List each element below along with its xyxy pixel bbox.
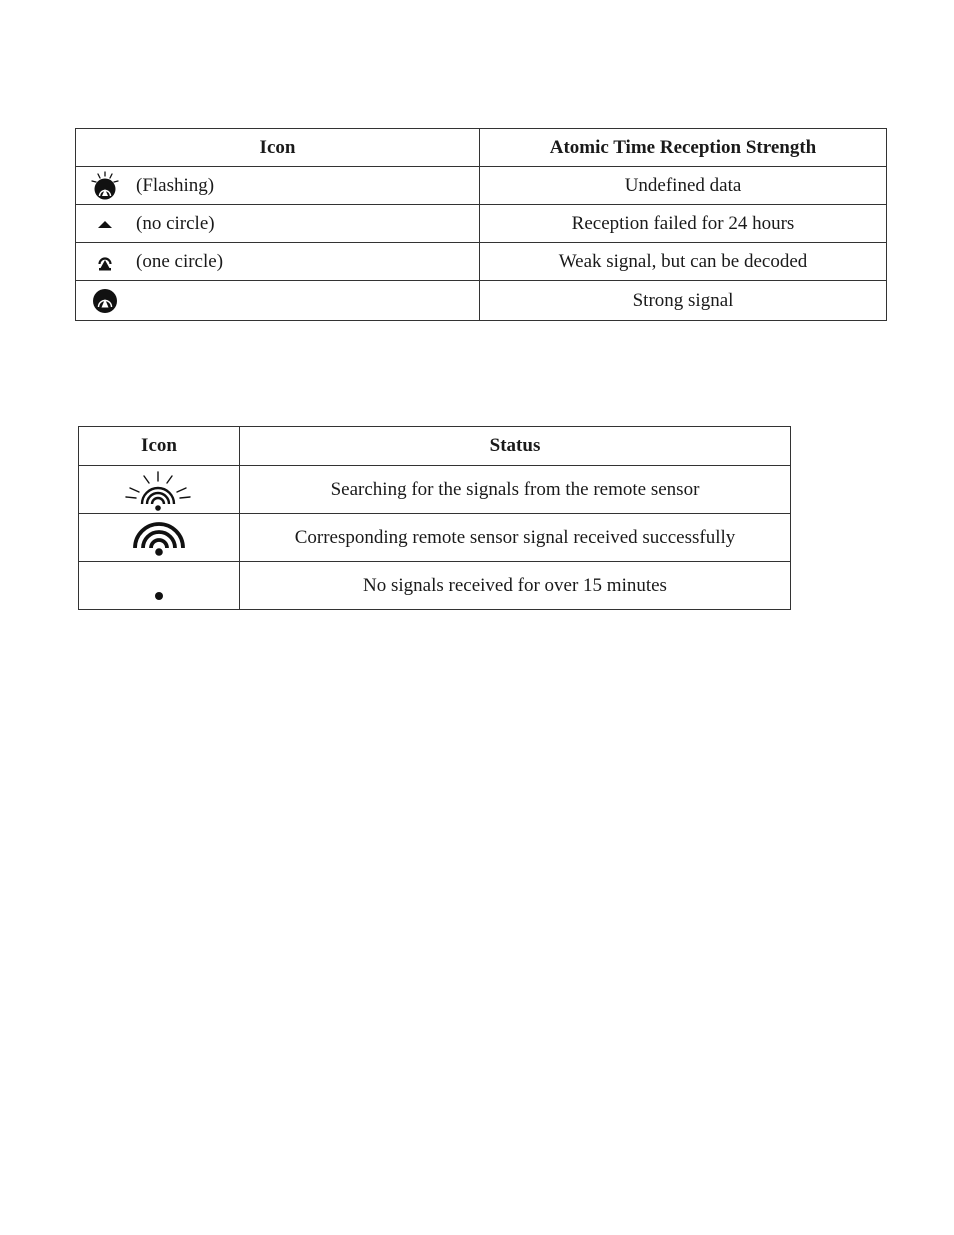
sensor-status-table bbox=[78, 426, 791, 610]
header-icon: Icon bbox=[76, 129, 480, 167]
status-description: Searching for the signals from the remote sensor bbox=[240, 466, 791, 514]
table-row bbox=[76, 281, 887, 321]
status-description: No signals received for over 15 minutes bbox=[240, 562, 791, 610]
signal-received-icon bbox=[131, 522, 187, 556]
atomic-reception-table bbox=[75, 128, 887, 321]
signal-none-icon bbox=[153, 590, 165, 602]
table-header-row bbox=[76, 129, 887, 167]
tower-no-circle-icon bbox=[90, 209, 120, 239]
strength-description: Undefined data bbox=[480, 167, 887, 205]
strength-description: Weak signal, but can be decoded bbox=[480, 243, 887, 281]
tower-strong-icon bbox=[90, 286, 120, 316]
header-strength: Atomic Time Reception Strength bbox=[480, 129, 887, 167]
table-row bbox=[79, 562, 791, 610]
table-row bbox=[76, 167, 887, 205]
icon-note: (no circle) bbox=[136, 212, 215, 234]
strength-description: Reception failed for 24 hours bbox=[480, 205, 887, 243]
table-row bbox=[79, 514, 791, 562]
icon-note: (one circle) bbox=[136, 250, 224, 272]
header-icon: Icon bbox=[79, 427, 240, 466]
table-row bbox=[76, 243, 887, 281]
tower-flashing-icon bbox=[90, 171, 120, 201]
table-header-row bbox=[79, 427, 791, 466]
signal-searching-icon bbox=[122, 470, 196, 512]
icon-note: (Flashing) bbox=[136, 174, 215, 196]
tower-one-circle-icon bbox=[90, 247, 120, 277]
table-row bbox=[76, 205, 887, 243]
strength-description: Strong signal bbox=[480, 281, 887, 321]
status-description: Corresponding remote sensor signal received successfully bbox=[240, 514, 791, 562]
header-status: Status bbox=[240, 427, 791, 466]
table-row bbox=[79, 466, 791, 514]
